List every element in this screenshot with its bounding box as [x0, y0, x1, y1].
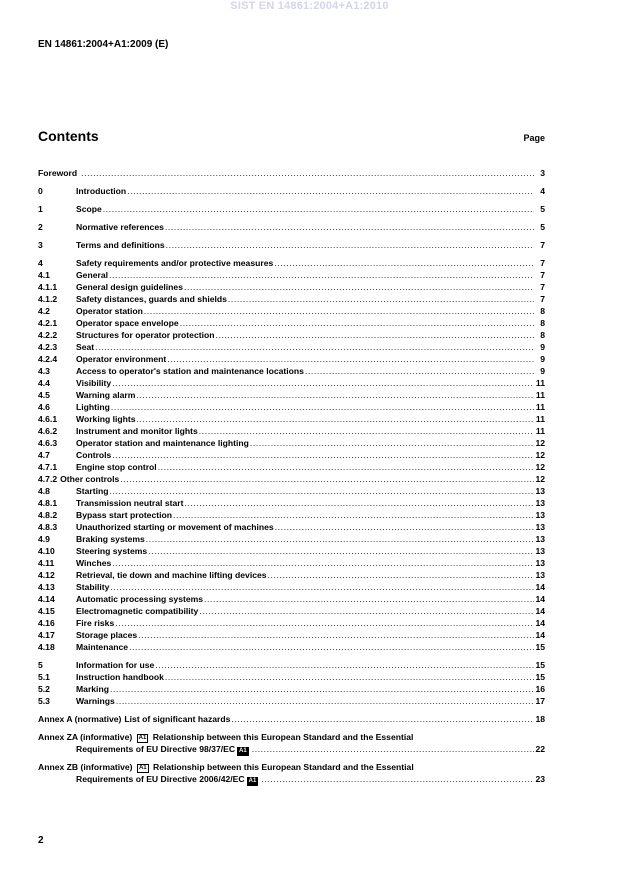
annex-label: Annex ZA (informative)	[38, 732, 133, 742]
annex-title: Relationship between this European Standard and the Essential	[152, 732, 414, 742]
annex-title-continued: Requirements of EU Directive 98/37/EC	[76, 744, 236, 754]
toc-page-number: 7	[540, 282, 545, 292]
toc-section-title: Unauthorized starting or movement of machines	[76, 522, 274, 532]
toc-section-title: Terms and definitions	[76, 240, 165, 250]
toc-section-title: Structures for operator protection	[76, 330, 215, 340]
toc-section-number: 4.8	[38, 486, 50, 496]
toc-entry[interactable]	[38, 593, 545, 605]
toc-page-number: 9	[540, 342, 545, 352]
toc-section-number: 4.12	[38, 570, 55, 580]
toc-entry[interactable]	[38, 329, 545, 341]
toc-page-number: 13	[535, 486, 545, 496]
toc-page-number: 14	[535, 630, 545, 640]
toc-page-number: 13	[535, 546, 545, 556]
toc-section-title: Introduction	[76, 186, 127, 196]
toc-section-title: Instrument and monitor lights	[76, 426, 198, 436]
toc-section-number: 4.1	[38, 270, 50, 280]
toc-section-number: 4.3	[38, 366, 50, 376]
leader-dots	[252, 743, 534, 755]
leader-dots	[274, 257, 534, 269]
page-column-label: Page	[523, 133, 545, 143]
toc-page-number: 22	[535, 744, 545, 754]
toc-entry[interactable]	[38, 485, 545, 497]
toc-page-number: 5	[540, 222, 545, 232]
leader-dots	[110, 581, 534, 593]
toc-page-number: 7	[540, 258, 545, 268]
toc-section-number: 4.16	[38, 618, 55, 628]
toc-entry[interactable]	[38, 317, 545, 329]
toc-entry[interactable]	[38, 581, 545, 593]
amendment-start-icon: A1	[138, 735, 147, 741]
toc-entry[interactable]	[38, 185, 545, 197]
leader-dots	[137, 413, 534, 425]
toc-entry[interactable]	[38, 545, 545, 557]
toc-entry[interactable]	[38, 353, 545, 365]
toc-section-number: 4.9	[38, 534, 50, 544]
toc-entry[interactable]	[38, 629, 545, 641]
toc-entry[interactable]	[38, 341, 545, 353]
leader-dots	[166, 239, 534, 251]
toc-entry[interactable]	[38, 641, 545, 653]
toc-entry[interactable]	[38, 659, 545, 671]
leader-dots	[184, 281, 534, 293]
toc-section-number: 4.6.2	[38, 426, 58, 436]
toc-section-number: 4.15	[38, 606, 55, 616]
toc-entry[interactable]	[38, 473, 545, 485]
leader-dots	[81, 167, 534, 179]
toc-entry[interactable]	[38, 437, 545, 449]
toc-section-number: 4.14	[38, 594, 55, 604]
toc-page-number: 12	[535, 450, 545, 460]
toc-entry[interactable]	[38, 221, 545, 233]
toc-section-title: Safety requirements and/or protective measures	[76, 258, 274, 268]
toc-entry[interactable]	[38, 569, 545, 581]
amendment-start-icon: A1	[138, 765, 147, 771]
toc-entry[interactable]	[38, 461, 545, 473]
leader-dots	[155, 659, 534, 671]
toc-section-number: 4.7.2	[38, 474, 58, 484]
toc-section-number: 5.1	[38, 672, 50, 682]
leader-dots	[146, 533, 534, 545]
contents-heading: Contents	[38, 128, 99, 144]
toc-section-title: Controls	[76, 450, 112, 460]
toc-page-number: 11	[535, 390, 545, 400]
toc-page-number: 13	[535, 498, 545, 508]
toc-section-title: Fire risks	[76, 618, 115, 628]
toc-entry-annex-zb[interactable]	[38, 761, 545, 785]
toc-entry[interactable]	[38, 413, 545, 425]
toc-section-title: Other controls	[60, 474, 120, 484]
toc-page-number: 15	[535, 672, 545, 682]
leader-dots	[215, 329, 534, 341]
leader-dots	[261, 773, 534, 785]
toc-section-title: Engine stop control	[76, 462, 157, 472]
toc-section-title: Normative references	[76, 222, 164, 232]
toc-section-title: Transmission neutral start	[76, 498, 184, 508]
amendment-end-icon: A1	[248, 778, 257, 784]
toc-page-number: 13	[535, 510, 545, 520]
leader-dots	[144, 305, 534, 317]
toc-section-number: 4.7.1	[38, 462, 58, 472]
toc-page-number: 9	[540, 366, 545, 376]
toc-page-number: 14	[535, 618, 545, 628]
toc-section-number: 5.3	[38, 696, 50, 706]
toc-entry[interactable]	[38, 281, 545, 293]
toc-section-number: 0	[38, 186, 43, 196]
toc-page-number: 12	[535, 474, 545, 484]
leader-dots	[138, 629, 534, 641]
toc-section-title: Winches	[76, 558, 112, 568]
toc-page-number: 13	[535, 534, 545, 544]
toc-section-number: 4.8.3	[38, 522, 58, 532]
toc-page-number: 12	[535, 462, 545, 472]
toc-entry[interactable]	[38, 203, 545, 215]
toc-page-number: 14	[535, 582, 545, 592]
toc-section-title: Seat	[76, 342, 95, 352]
toc-entry[interactable]	[38, 257, 545, 269]
toc-section-title: Warnings	[76, 696, 115, 706]
toc-section-number: 4	[38, 258, 43, 268]
toc-page-number: 8	[540, 318, 545, 328]
watermark: SIST EN 14861:2004+A1:2010	[230, 0, 389, 12]
toc-section-number: 4.2.1	[38, 318, 58, 328]
toc-entry[interactable]	[38, 239, 545, 251]
toc-page-number: 23	[535, 774, 545, 784]
toc-section-number: 2	[38, 222, 43, 232]
toc-section-title: Information for use	[76, 660, 155, 670]
toc-section-number: 4.13	[38, 582, 55, 592]
leader-dots	[167, 353, 534, 365]
toc-entry[interactable]	[38, 401, 545, 413]
toc-page-number: 8	[540, 306, 545, 316]
toc-entry[interactable]	[38, 671, 545, 683]
leader-dots	[199, 425, 534, 437]
toc-section-number: 4.6	[38, 402, 50, 412]
toc-section-number: 4.6.3	[38, 438, 58, 448]
leader-dots	[180, 317, 534, 329]
toc-page-number: 13	[535, 558, 545, 568]
leader-dots	[184, 497, 534, 509]
toc-page-number: 18	[535, 714, 545, 724]
leader-dots	[148, 545, 534, 557]
toc-section-number: 4.1.1	[38, 282, 58, 292]
leader-dots	[112, 449, 534, 461]
toc-entry[interactable]	[38, 521, 545, 533]
toc-page-number: 3	[540, 168, 545, 178]
toc-page-number: 4	[540, 186, 545, 196]
leader-dots	[127, 185, 534, 197]
toc-page-number: 15	[535, 660, 545, 670]
toc-section-number: 4.2	[38, 306, 50, 316]
toc-entry[interactable]	[38, 557, 545, 569]
toc-entry[interactable]	[38, 449, 545, 461]
toc-section-title: Visibility	[76, 378, 112, 388]
leader-dots	[115, 617, 534, 629]
leader-dots	[275, 521, 534, 533]
toc-page-number: 13	[535, 522, 545, 532]
toc-section-title: Warning alarm	[76, 390, 136, 400]
leader-dots	[268, 569, 534, 581]
toc-entry[interactable]	[38, 605, 545, 617]
toc-section-number: 4.8.2	[38, 510, 58, 520]
toc-section-title: Operator space envelope	[76, 318, 179, 328]
toc-section-title: Electromagnetic compatibility	[76, 606, 199, 616]
toc-entry[interactable]	[38, 497, 545, 509]
toc-section-number: 1	[38, 204, 43, 214]
leader-dots	[158, 461, 534, 473]
leader-dots	[103, 203, 534, 215]
toc-section-title: Operator station and maintenance lighting	[76, 438, 249, 448]
toc-section-number: 4.8.1	[38, 498, 58, 508]
toc-page-number: 13	[535, 570, 545, 580]
toc-section-title: Safety distances, guards and shields	[76, 294, 227, 304]
table-of-contents	[38, 167, 545, 785]
toc-page-number: 9	[540, 354, 545, 364]
toc-entry[interactable]	[38, 293, 545, 305]
toc-section-title: Braking systems	[76, 534, 145, 544]
toc-section-title: Instruction handbook	[76, 672, 164, 682]
toc-section-number: 4.2.4	[38, 354, 58, 364]
toc-section-title: Starting	[76, 486, 109, 496]
page-number: 2	[38, 835, 44, 846]
document-identifier: EN 14861:2004+A1:2009 (E)	[38, 39, 169, 50]
leader-dots	[109, 485, 534, 497]
leader-dots	[112, 557, 534, 569]
leader-dots	[250, 437, 534, 449]
toc-section-number: 4.10	[38, 546, 55, 556]
toc-entry[interactable]	[38, 683, 545, 695]
toc-page-number: 11	[535, 426, 545, 436]
toc-page-number: 8	[540, 330, 545, 340]
toc-section-title: Lighting	[76, 402, 110, 412]
toc-section-title: Operator environment	[76, 354, 167, 364]
leader-dots	[95, 341, 534, 353]
toc-page-number: 7	[540, 240, 545, 250]
leader-dots	[111, 401, 534, 413]
leader-dots	[109, 269, 534, 281]
toc-section-title: Operator station	[76, 306, 143, 316]
amendment-end-icon: A1	[239, 748, 247, 754]
toc-page-number: 5	[540, 204, 545, 214]
toc-page-number: 14	[535, 606, 545, 616]
toc-section-number: 4.18	[38, 642, 55, 652]
leader-dots	[305, 365, 534, 377]
toc-section-title: Retrieval, tie down and machine lifting devices	[76, 570, 267, 580]
toc-entry[interactable]	[38, 713, 545, 725]
toc-section-title: List of significant hazards	[124, 714, 231, 724]
toc-section-title: General design guidelines	[76, 282, 183, 292]
toc-entry[interactable]	[38, 425, 545, 437]
toc-section-number: 4.7	[38, 450, 50, 460]
leader-dots	[199, 605, 534, 617]
toc-entry[interactable]	[38, 533, 545, 545]
leader-dots	[204, 593, 534, 605]
toc-section-number: 5	[38, 660, 43, 670]
leader-dots	[165, 671, 534, 683]
toc-page-number: 11	[535, 414, 545, 424]
toc-page-number: 11	[535, 402, 545, 412]
toc-section-number: 4.5	[38, 390, 50, 400]
toc-section-number: 4.11	[38, 558, 55, 568]
leader-dots	[165, 221, 534, 233]
toc-page-number: 12	[535, 438, 545, 448]
toc-page-number: 15	[535, 642, 545, 652]
toc-section-title: General	[76, 270, 109, 280]
leader-dots	[231, 713, 534, 725]
toc-entry[interactable]	[38, 509, 545, 521]
toc-section-number: 4.2.2	[38, 330, 58, 340]
toc-entry[interactable]	[38, 269, 545, 281]
toc-section-number: Annex A (normative)	[38, 714, 122, 724]
annex-title-continued: Requirements of EU Directive 2006/42/EC	[76, 774, 245, 784]
toc-section-number: 4.17	[38, 630, 55, 640]
toc-section-title: Working lights	[76, 414, 136, 424]
annex-label: Annex ZB (informative)	[38, 762, 133, 772]
toc-section-number: 4.6.1	[38, 414, 58, 424]
toc-entry[interactable]	[38, 389, 545, 401]
toc-entry[interactable]	[38, 365, 545, 377]
leader-dots	[116, 695, 534, 707]
toc-page-number: 14	[535, 594, 545, 604]
toc-entry[interactable]	[38, 305, 545, 317]
toc-section-title: Bypass start protection	[76, 510, 172, 520]
toc-entry[interactable]	[38, 695, 545, 707]
toc-section-number: 3	[38, 240, 43, 250]
toc-entry[interactable]	[38, 377, 545, 389]
toc-section-title: Maintenance	[76, 642, 129, 652]
annex-title: Relationship between this European Standard and the Essential	[153, 762, 414, 772]
toc-page-number: 11	[535, 378, 545, 388]
leader-dots	[136, 389, 534, 401]
toc-section-number: Foreword	[38, 168, 78, 178]
toc-section-title: Access to operator's station and maintenance locations	[76, 366, 304, 376]
toc-section-title: Steering systems	[76, 546, 148, 556]
leader-dots	[129, 641, 534, 653]
toc-page-number: 17	[535, 696, 545, 706]
leader-dots	[112, 377, 534, 389]
toc-section-title: Automatic processing systems	[76, 594, 204, 604]
toc-section-title: Stability	[76, 582, 110, 592]
leader-dots	[120, 473, 534, 485]
toc-entry[interactable]	[38, 617, 545, 629]
leader-dots	[110, 683, 534, 695]
toc-section-number: 4.1.2	[38, 294, 58, 304]
toc-section-title: Scope	[76, 204, 102, 214]
toc-page-number: 7	[540, 270, 545, 280]
toc-page-number: 16	[535, 684, 545, 694]
toc-section-number: 4.4	[38, 378, 50, 388]
toc-section-title: Marking	[76, 684, 109, 694]
toc-section-number: 5.2	[38, 684, 50, 694]
toc-section-title: Storage places	[76, 630, 138, 640]
toc-entry-annex-za[interactable]	[38, 731, 545, 755]
leader-dots	[228, 293, 534, 305]
toc-entry[interactable]	[38, 167, 545, 179]
toc-section-number: 4.2.3	[38, 342, 58, 352]
toc-page-number: 7	[540, 294, 545, 304]
leader-dots	[173, 509, 534, 521]
